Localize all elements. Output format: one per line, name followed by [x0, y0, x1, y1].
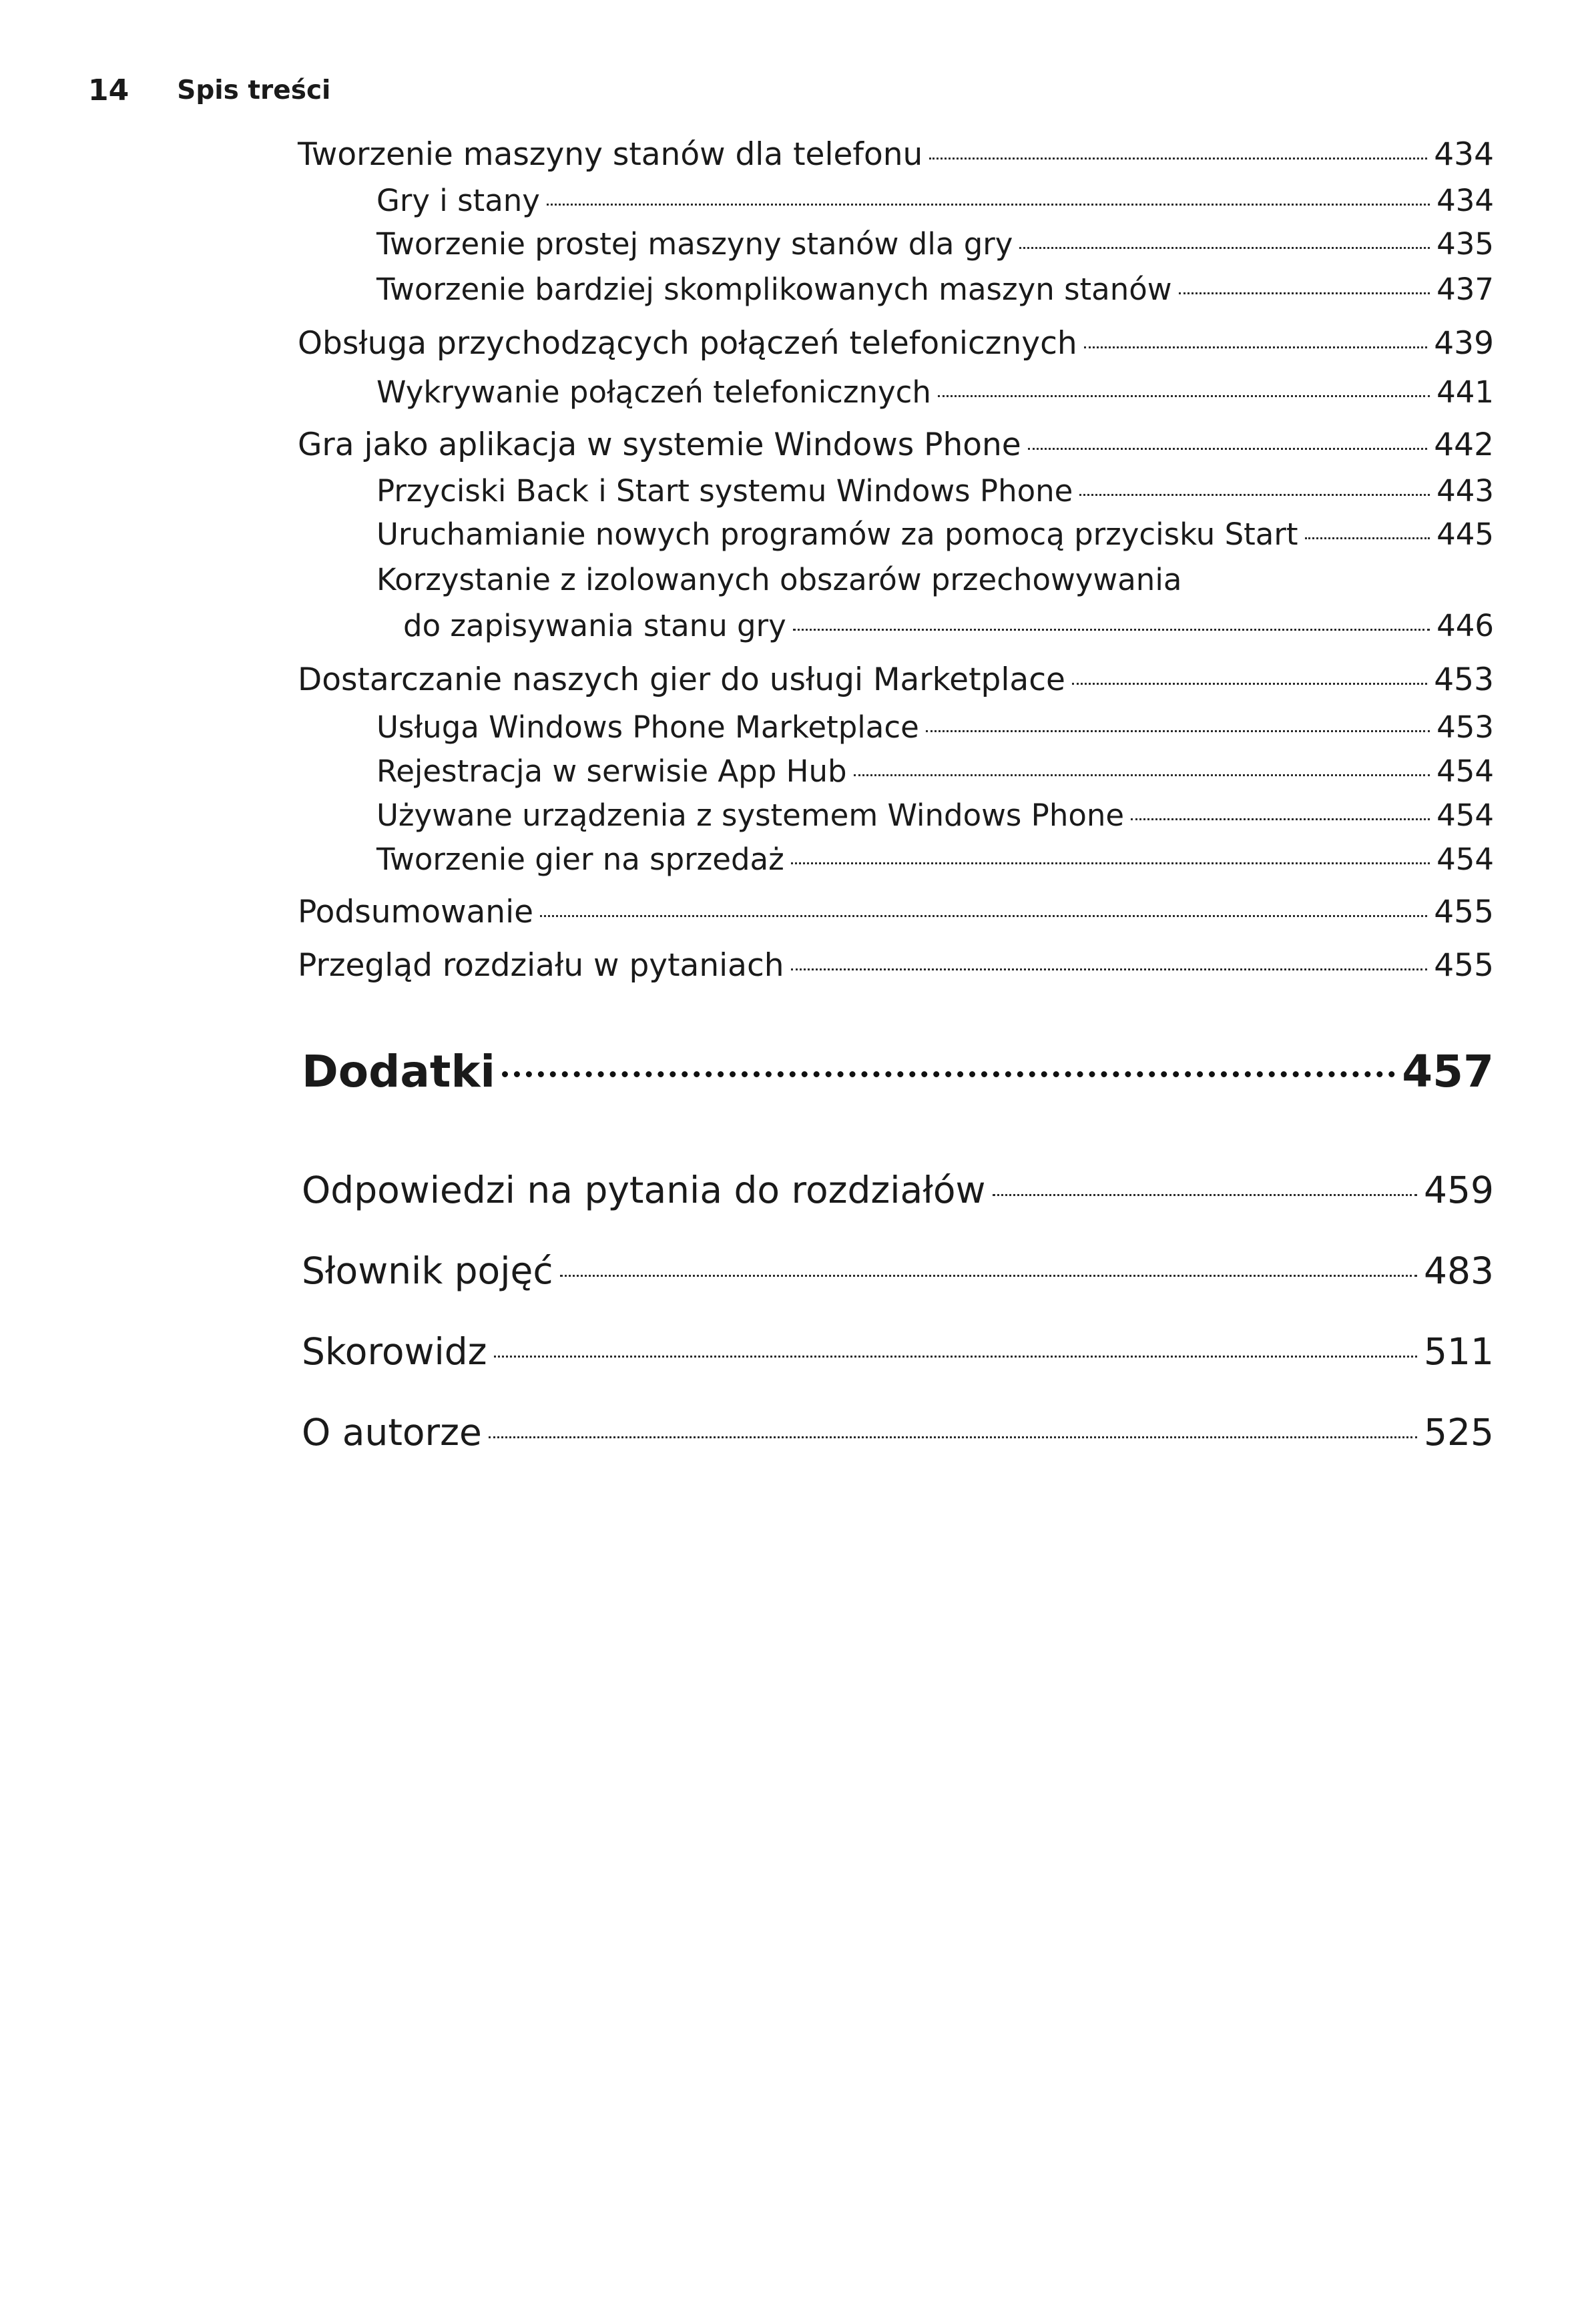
toc-entry[interactable] — [376, 474, 1494, 509]
toc-entry-title: Używane urządzenia z systemem Windows Phone — [376, 798, 1125, 833]
appendix-heading-page: 457 — [1402, 1046, 1494, 1097]
dot-leader — [1028, 448, 1428, 450]
dot-leader — [547, 204, 1430, 206]
dot-leader — [1179, 292, 1430, 294]
appendix-entry[interactable] — [302, 1412, 1494, 1454]
dot-leader — [1079, 494, 1430, 496]
toc-entry-title: Podsumowanie — [298, 894, 534, 930]
toc-entry-page: 453 — [1434, 661, 1494, 698]
toc-entry[interactable] — [376, 227, 1494, 262]
toc-entry-title-line1: Korzystanie z izolowanych obszarów przechowywania — [376, 562, 1182, 597]
dot-leader — [791, 862, 1430, 864]
toc-entry-title: Tworzenie maszyny stanów dla telefonu — [298, 136, 923, 173]
toc-entry-page: 439 — [1434, 325, 1494, 362]
dot-leader — [489, 1436, 1417, 1438]
running-title: Spis treści — [177, 75, 331, 105]
dot-leader — [938, 395, 1430, 397]
dot-leader — [854, 774, 1430, 776]
toc-entry-page: 441 — [1436, 374, 1494, 410]
dot-leader — [929, 158, 1427, 160]
appendix-entry-title: Skorowidz — [302, 1330, 487, 1373]
toc-entry-page: 437 — [1436, 272, 1494, 307]
toc-entry[interactable] — [298, 894, 1494, 930]
dot-leader — [1072, 683, 1427, 685]
appendix-heading[interactable] — [302, 1047, 1494, 1097]
toc-entry-page: 443 — [1436, 473, 1494, 509]
dot-leader — [494, 1356, 1417, 1358]
appendix-entry[interactable] — [302, 1250, 1494, 1292]
toc-entry[interactable] — [376, 842, 1494, 877]
appendix-entry-title: Słownik pojęć — [302, 1249, 553, 1292]
toc-entry-title: Przegląd rozdziału w pytaniach — [298, 947, 784, 984]
toc-entry-title: Tworzenie prostej maszyny stanów dla gry — [376, 226, 1013, 262]
toc-entry-title: Gra jako aplikacja w systemie Windows Phone — [298, 426, 1021, 463]
toc-entry[interactable] — [298, 427, 1494, 463]
dot-leader — [1084, 346, 1428, 348]
dot-leader — [791, 968, 1428, 970]
dot-leader — [1131, 818, 1430, 820]
toc-entry-page: 445 — [1436, 517, 1494, 552]
dot-leader — [560, 1275, 1417, 1277]
toc-entry-title: Uruchamianie nowych programów za pomocą przycisku Start — [376, 517, 1298, 552]
toc-entry[interactable] — [376, 517, 1494, 552]
toc-entry-page: 442 — [1434, 426, 1494, 463]
dot-leader — [502, 1071, 1395, 1077]
toc-entry-title: Tworzenie bardziej skomplikowanych maszyn stanów — [376, 272, 1172, 307]
page-number: 14 — [88, 73, 129, 107]
toc-entry[interactable] — [376, 798, 1494, 833]
toc-entry[interactable] — [376, 184, 1494, 218]
appendix-entry-page: 483 — [1424, 1249, 1494, 1292]
appendix-heading-title: Dodatki — [302, 1046, 495, 1097]
toc-entry-page: 454 — [1436, 798, 1494, 833]
toc-entry[interactable] — [376, 272, 1494, 307]
appendix-entry-title: Odpowiedzi na pytania do rozdziałów — [302, 1169, 986, 1211]
toc-entry[interactable] — [298, 948, 1494, 984]
toc-entry-page: 454 — [1436, 754, 1494, 789]
toc-entry-title: Dostarczanie naszych gier do usługi Marketplace — [298, 661, 1065, 698]
toc-entry[interactable] — [376, 710, 1494, 745]
appendix-entry-title: O autorze — [302, 1411, 482, 1454]
toc-entry-page: 454 — [1436, 842, 1494, 877]
dot-leader — [1019, 247, 1430, 249]
appendix-entry-page: 511 — [1424, 1330, 1494, 1373]
dot-leader — [540, 915, 1427, 917]
toc-entry-page: 453 — [1436, 709, 1494, 745]
toc-entry[interactable] — [298, 662, 1494, 698]
toc-entry[interactable] — [376, 754, 1494, 789]
toc-entry[interactable] — [298, 326, 1494, 362]
toc-entry[interactable] — [376, 375, 1494, 410]
toc-entry-page: 446 — [1436, 608, 1494, 643]
toc-entry-page: 434 — [1434, 136, 1494, 173]
toc-entry-page: 455 — [1434, 894, 1494, 930]
toc-entry-page: 434 — [1436, 183, 1494, 218]
appendix-entry-page: 525 — [1424, 1411, 1494, 1454]
appendix-entry[interactable] — [302, 1331, 1494, 1373]
toc-entry-title: do zapisywania stanu gry — [403, 608, 786, 643]
appendix-entry[interactable] — [302, 1169, 1494, 1211]
dot-leader — [993, 1194, 1418, 1196]
toc-entry-page: 455 — [1434, 947, 1494, 984]
toc-entry-title: Przyciski Back i Start systemu Windows Phone — [376, 473, 1073, 509]
dot-leader — [793, 629, 1430, 631]
dot-leader — [1305, 537, 1430, 539]
dot-leader — [926, 730, 1430, 732]
toc-entry-title: Wykrywanie połączeń telefonicznych — [376, 374, 931, 410]
toc-entry-title: Usługa Windows Phone Marketplace — [376, 709, 919, 745]
toc-entry[interactable] — [298, 137, 1494, 173]
toc-entry-title: Rejestracja w serwisie App Hub — [376, 754, 847, 789]
toc-entry[interactable] — [403, 609, 1494, 643]
toc-entry-title: Tworzenie gier na sprzedaż — [376, 842, 784, 877]
toc-entry-title: Obsługa przychodzących połączeń telefonicznych — [298, 325, 1077, 362]
appendix-entry-page: 459 — [1424, 1169, 1494, 1211]
toc-entry-page: 435 — [1436, 226, 1494, 262]
toc-entry-title: Gry i stany — [376, 183, 540, 218]
